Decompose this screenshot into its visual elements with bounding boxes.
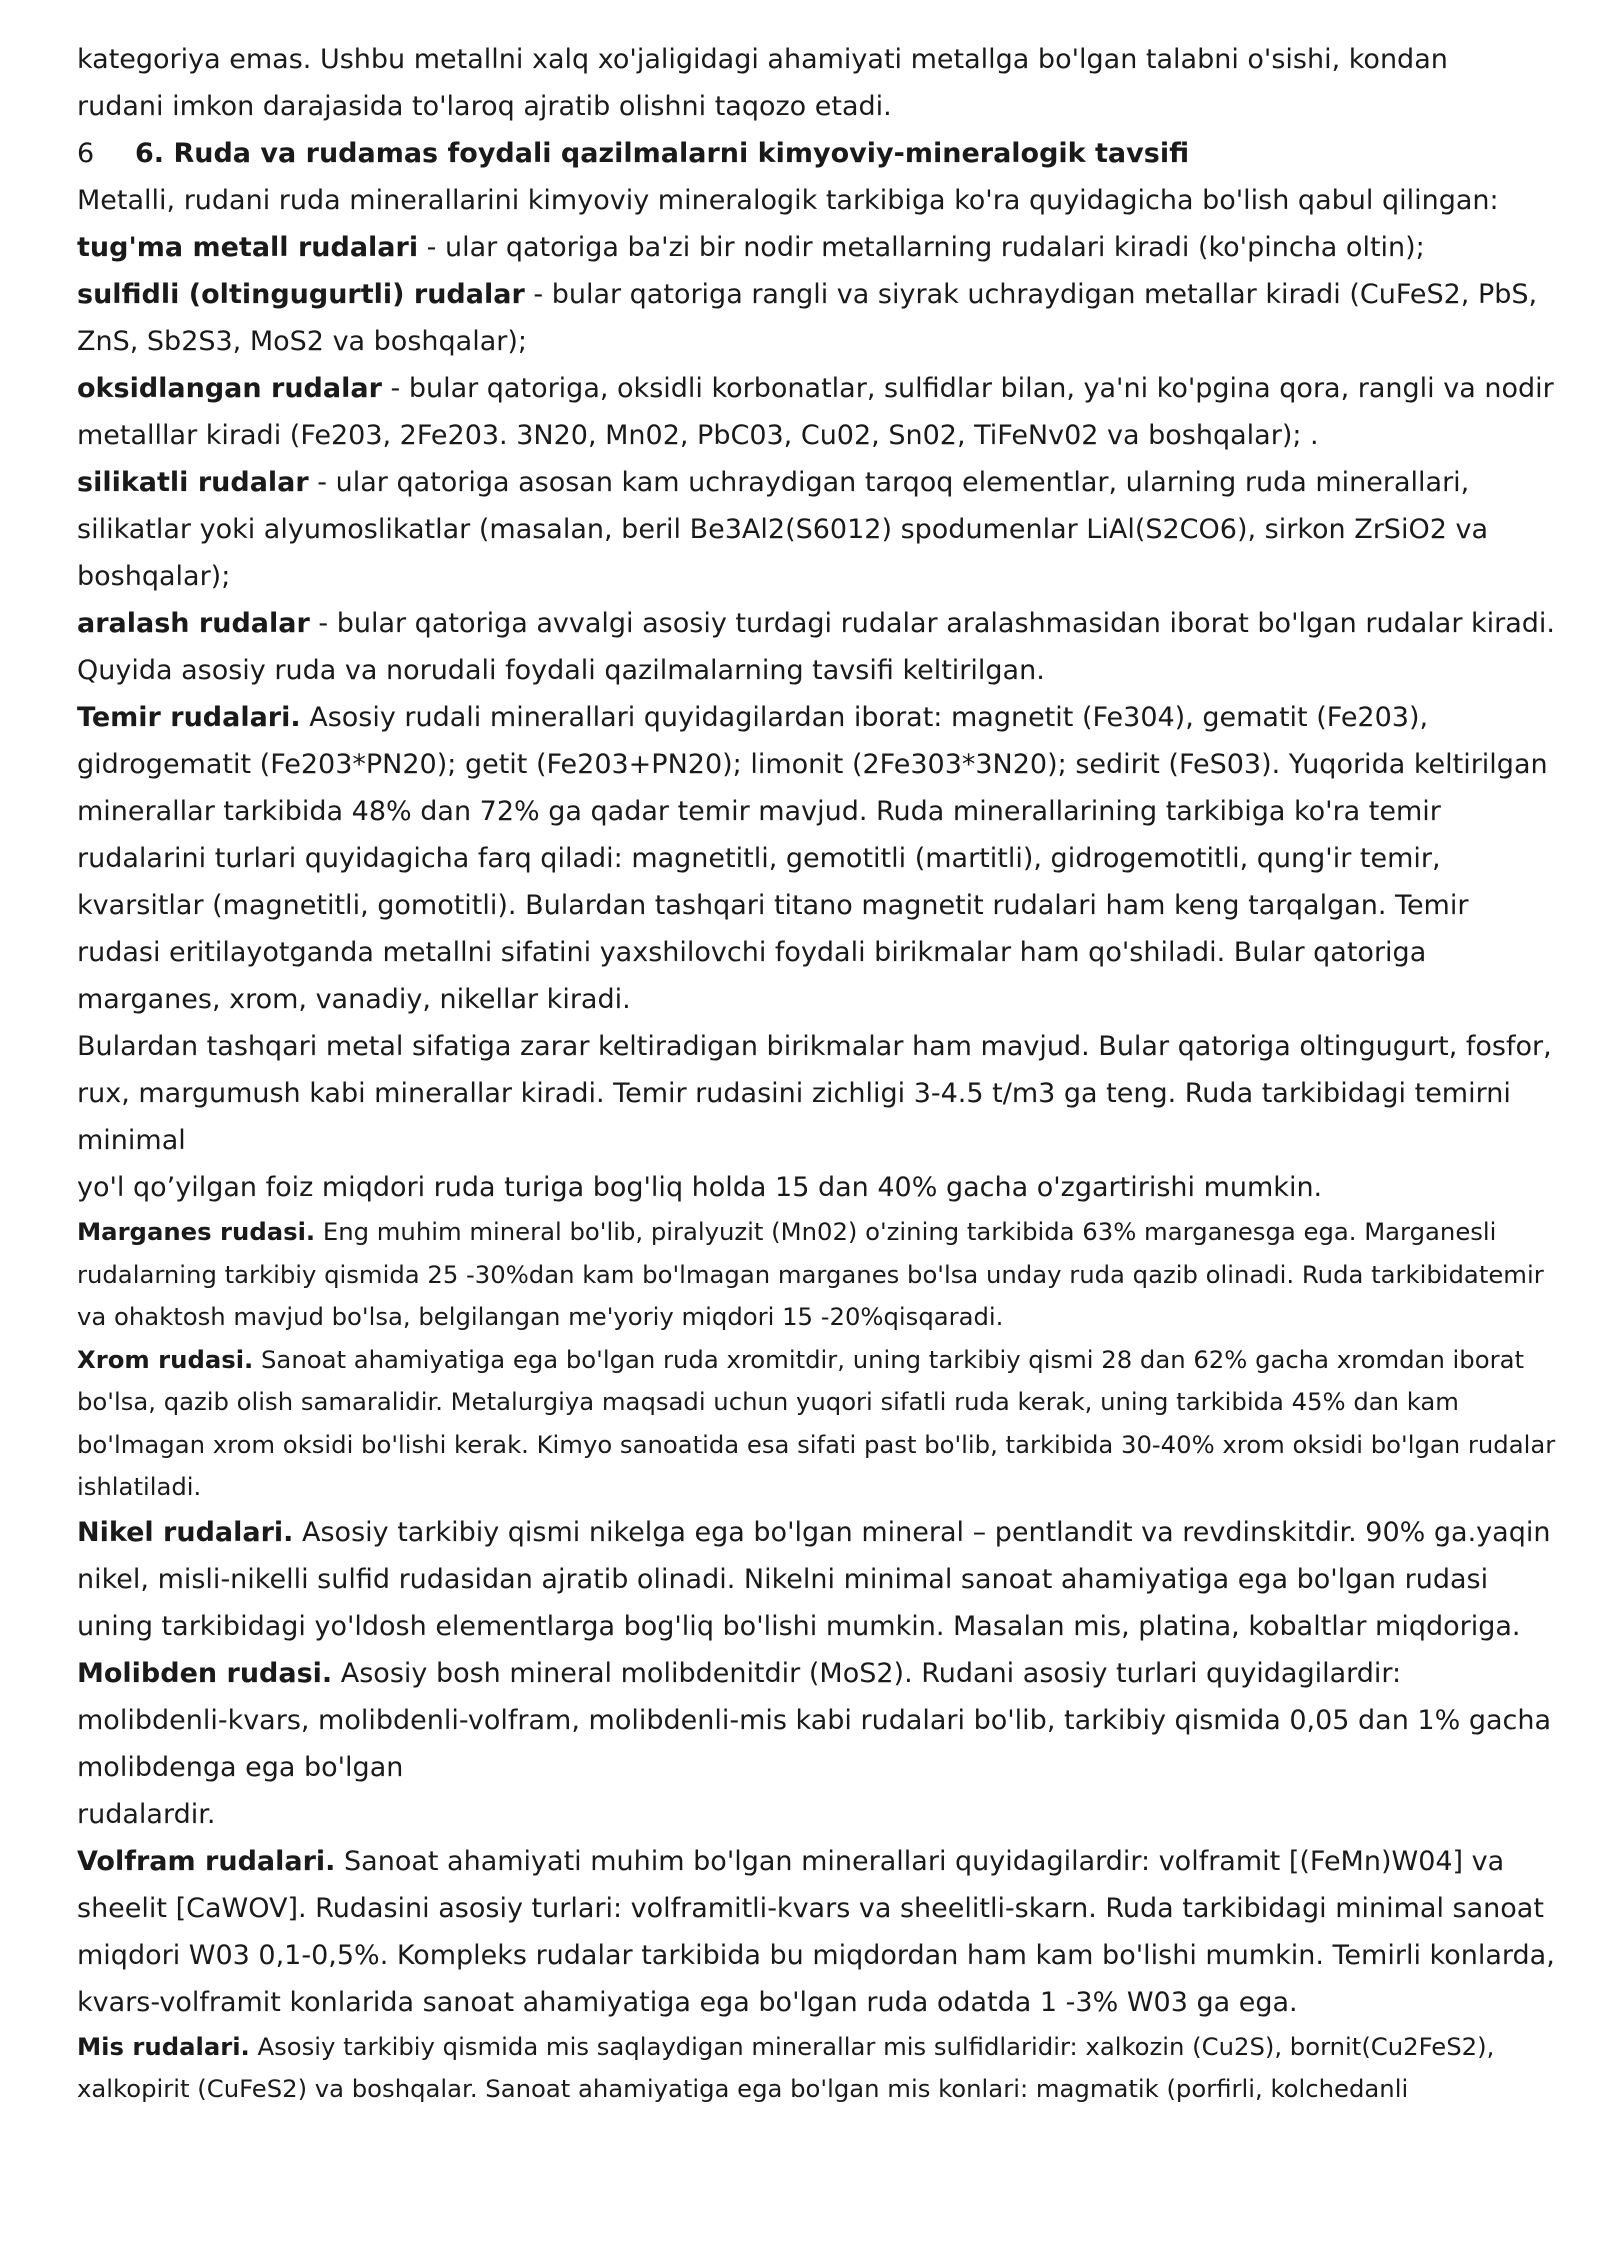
text-temir: Asosiy rudali minerallari quyidagilardan iborat: magnetit (Fe304), gematit (Fe203), gidrogematit (Fe203*PN20); getit (Fe203+PN20); limonit (2Fe303*3N20); sedirit (FeS03). Yuqorida keltirilgan minerallar tarkibida 48% dan 72% ga qadar temir mavjud. Ruda minerallarining tarkibiga ko'ra temir rudalarini turlari quyidagicha farq qiladi: magnetitli, gemotitli (martitli), gidrogemotitli, qung'ir temir, kvarsitlar (magnetitli, gomotitli). Bulardan tashqari titano magnetit rudalari ham keng tarqalgan. Temir rudasi eritilayotganda metallni sifatini yaxshilovchi foydali birikmalar ham qo'shiladi. Bular qatoriga marganes, xrom, vanadiy, nikellar kiradi. <box>77 702 1548 1015</box>
classification-intro: Metalli, rudani ruda minerallarini kimyoviy mineralogik tarkibiga ko'ra quyidagicha bo'lish qabul qilingan: <box>77 185 1499 216</box>
term-silikatli: silikatli rudalar <box>77 467 309 498</box>
paragraph-mis <box>77 2026 1557 2111</box>
term-aralash: aralash rudalar <box>77 608 310 639</box>
term-mis: Mis rudalari. <box>77 2031 250 2061</box>
term-xrom: Xrom rudasi. <box>77 1344 254 1374</box>
paragraph-temir <box>77 694 1557 1023</box>
term-molibden: Molibden rudasi. <box>77 1657 333 1689</box>
section-heading <box>77 130 1600 177</box>
text-marganes: Eng muhim mineral bo'lib, piralyuzit (Mn02) o'zining tarkibida 63% marganesga ega. Marganesli rudalarning tarkibiy qismida 25 -30%dan kam bo'lmagan marganes bo'lsa unday ruda qazib olinadi. Ruda tarkibidatemir va ohaktosh mavjud bo'lsa, belgilangan me'yoriy miqdori 15 -20%qisqaradi. <box>77 1217 1544 1331</box>
term-nikel: Nikel rudalari. <box>77 1516 294 1548</box>
text-mis: Asosiy tarkibiy qismida mis saqlaydigan minerallar mis sulfidlaridir: xalkozin (Cu2S), bornit(Cu2FeS2), xalkopirit (CuFeS2) va boshqalar. Sanoat ahamiyatiga ega bo'lgan mis konlari: magmatik (porfirli, kolchedanli <box>77 2031 1495 2103</box>
paragraph-nikel <box>77 1509 1557 1650</box>
paragraph-oksidlangan <box>77 365 1557 459</box>
term-oksidlangan: oksidlangan rudalar <box>77 373 382 404</box>
section-number: 6 <box>77 138 95 169</box>
paragraph-bulardan-1: Bulardan tashqari metal sifatiga zarar keltiradigan birikmalar ham mavjud. Bular qatoriga oltingugurt, fosfor, rux, margumush kabi minerallar kiradi. Temir rudasini zichligi 3-4.5 t/m3 ga teng. Ruda tarkibidagi temirni minimal <box>77 1031 1552 1156</box>
paragraph-sulfidli <box>77 271 1557 365</box>
intro-line-1: kategoriya emas. Ushbu metallni xalq xo'jaligidagi ahamiyati metallga bo'lgan talabni o'sishi, kondan <box>77 44 1448 75</box>
text-nikel: Asosiy tarkibiy qismi nikelga ega bo'lgan mineral – pentlandit va revdinskitdir. 90% ga.yaqin nikel, misli-nikelli sulfid rudasidan ajratib olinadi. Nikelni minimal sanoat ahamiyatiga ega bo'lgan rudasi uning tarkibidagi yo'ldosh elementlarga bog'liq bo'lishi mumkin. Masalan mis, platina, kobaltlar miqdoriga. <box>77 1516 1551 1642</box>
text-molibden: Asosiy bosh mineral molibdenitdir (MoS2). Rudani asosiy turlari quyidagilardir: molibdenli-kvars, molibdenli-volfram, molibdenli-mis kabi rudalari bo'lib, tarkibiy qismida 0,05 dan 1% gacha molibdenga ega bo'lgan <box>77 1657 1552 1783</box>
paragraph-quyida: Quyida asosiy ruda va norudali foydali qazilmalarning tavsifi keltirilgan. <box>77 655 1045 686</box>
paragraph-molibden-1 <box>77 1650 1557 1791</box>
term-sulfidli: sulfidli (oltingugurtli) rudalar <box>77 279 525 310</box>
intro-paragraph <box>77 36 1557 130</box>
text-aralash: - bular qatoriga avvalgi asosiy turdagi rudalar aralashmasidan iborat bo'lgan rudalar kiradi. <box>309 608 1556 639</box>
paragraph-marganes <box>77 1211 1557 1339</box>
text-oksidlangan: - bular qatoriga, oksidli korbonatlar, sulfidlar bilan, ya'ni ko'pgina qora, rangli va nodir metalllar kiradi (Fe203, 2Fe203. 3N20, Mn02, PbC03, Cu02, Sn02, TiFeNv02 va boshqalar); . <box>77 373 1554 451</box>
paragraph-volfram <box>77 1838 1557 2026</box>
paragraph-tugma <box>77 224 1557 271</box>
paragraph-bulardan-2: yo'l qo’yilgan foiz miqdori ruda turiga bog'liq holda 15 dan 40% gacha o'zgartirishi mumkin. <box>77 1172 1323 1203</box>
text-xrom: Sanoat ahamiyatiga ega bo'lgan ruda xromitdir, uning tarkibiy qismi 28 dan 62% gacha xromdan iborat bo'lsa, qazib olish samaralidir. Metalurgiya maqsadi uchun yuqori sifatli ruda kerak, uning tarkibida 45% dan kam bo'lmagan xrom oksidi bo'lishi kerak. Kimyo sanoatida esa sifati past bo'lib, tarkibida 30-40% xrom oksidi bo'lgan rudalar ishlatiladi. <box>77 1344 1556 1501</box>
paragraph-xrom <box>77 1339 1557 1509</box>
term-marganes: Marganes rudasi. <box>77 1217 316 1246</box>
term-temir: Temir rudalari. <box>77 702 301 733</box>
term-tugma: tug'ma metall rudalari <box>77 232 419 263</box>
intro-line-2: rudani imkon darajasida to'laroq ajratib olishni taqozo etadi. <box>77 91 892 122</box>
paragraph-molibden-2: rudalardir. <box>77 1798 216 1830</box>
paragraph-silikatli <box>77 459 1557 600</box>
text-volfram: Sanoat ahamiyati muhim bo'lgan minerallari quyidagilardir: volframit [(FeMn)W04] va sheelit [CaWOV]. Rudasini asosiy turlari: volframitli-kvars va sheelitli-skarn. Ruda tarkibidagi minimal sanoat miqdori W03 0,1-0,5%. Kompleks rudalar tarkibida bu miqdordan ham kam bo'lishi mumkin. Temirli konlarda, kvars-volframit konlarida sanoat ahamiyatiga ega bo'lgan ruda odatda 1 -3% W03 ga ega. <box>77 1845 1555 2018</box>
text-sulfidli: - bular qatoriga rangli va siyrak uchraydigan metallar kiradi (CuFeS2, PbS, ZnS, Sb2S3, MoS2 va boshqalar); <box>77 279 1538 357</box>
term-volfram: Volfram rudalari. <box>77 1845 336 1877</box>
text-silikatli: - ular qatoriga asosan kam uchraydigan tarqoq elementlar, ularning ruda minerallari, silikatlar yoki alyumoslikatlar (masalan, beril Be3Al2(S6012) spodumenlar LiAl(S2CO6), sirkon ZrSiO2 va boshqalar); <box>77 467 1488 592</box>
text-tugma: - ular qatoriga ba'zi bir nodir metallarning rudalari kiradi (ko'pincha oltin); <box>418 232 1425 263</box>
paragraph-aralash <box>77 600 1557 647</box>
section-title: 6. Ruda va rudamas foydali qazilmalarni kimyoviy-mineralogik tavsifi <box>135 138 1190 169</box>
